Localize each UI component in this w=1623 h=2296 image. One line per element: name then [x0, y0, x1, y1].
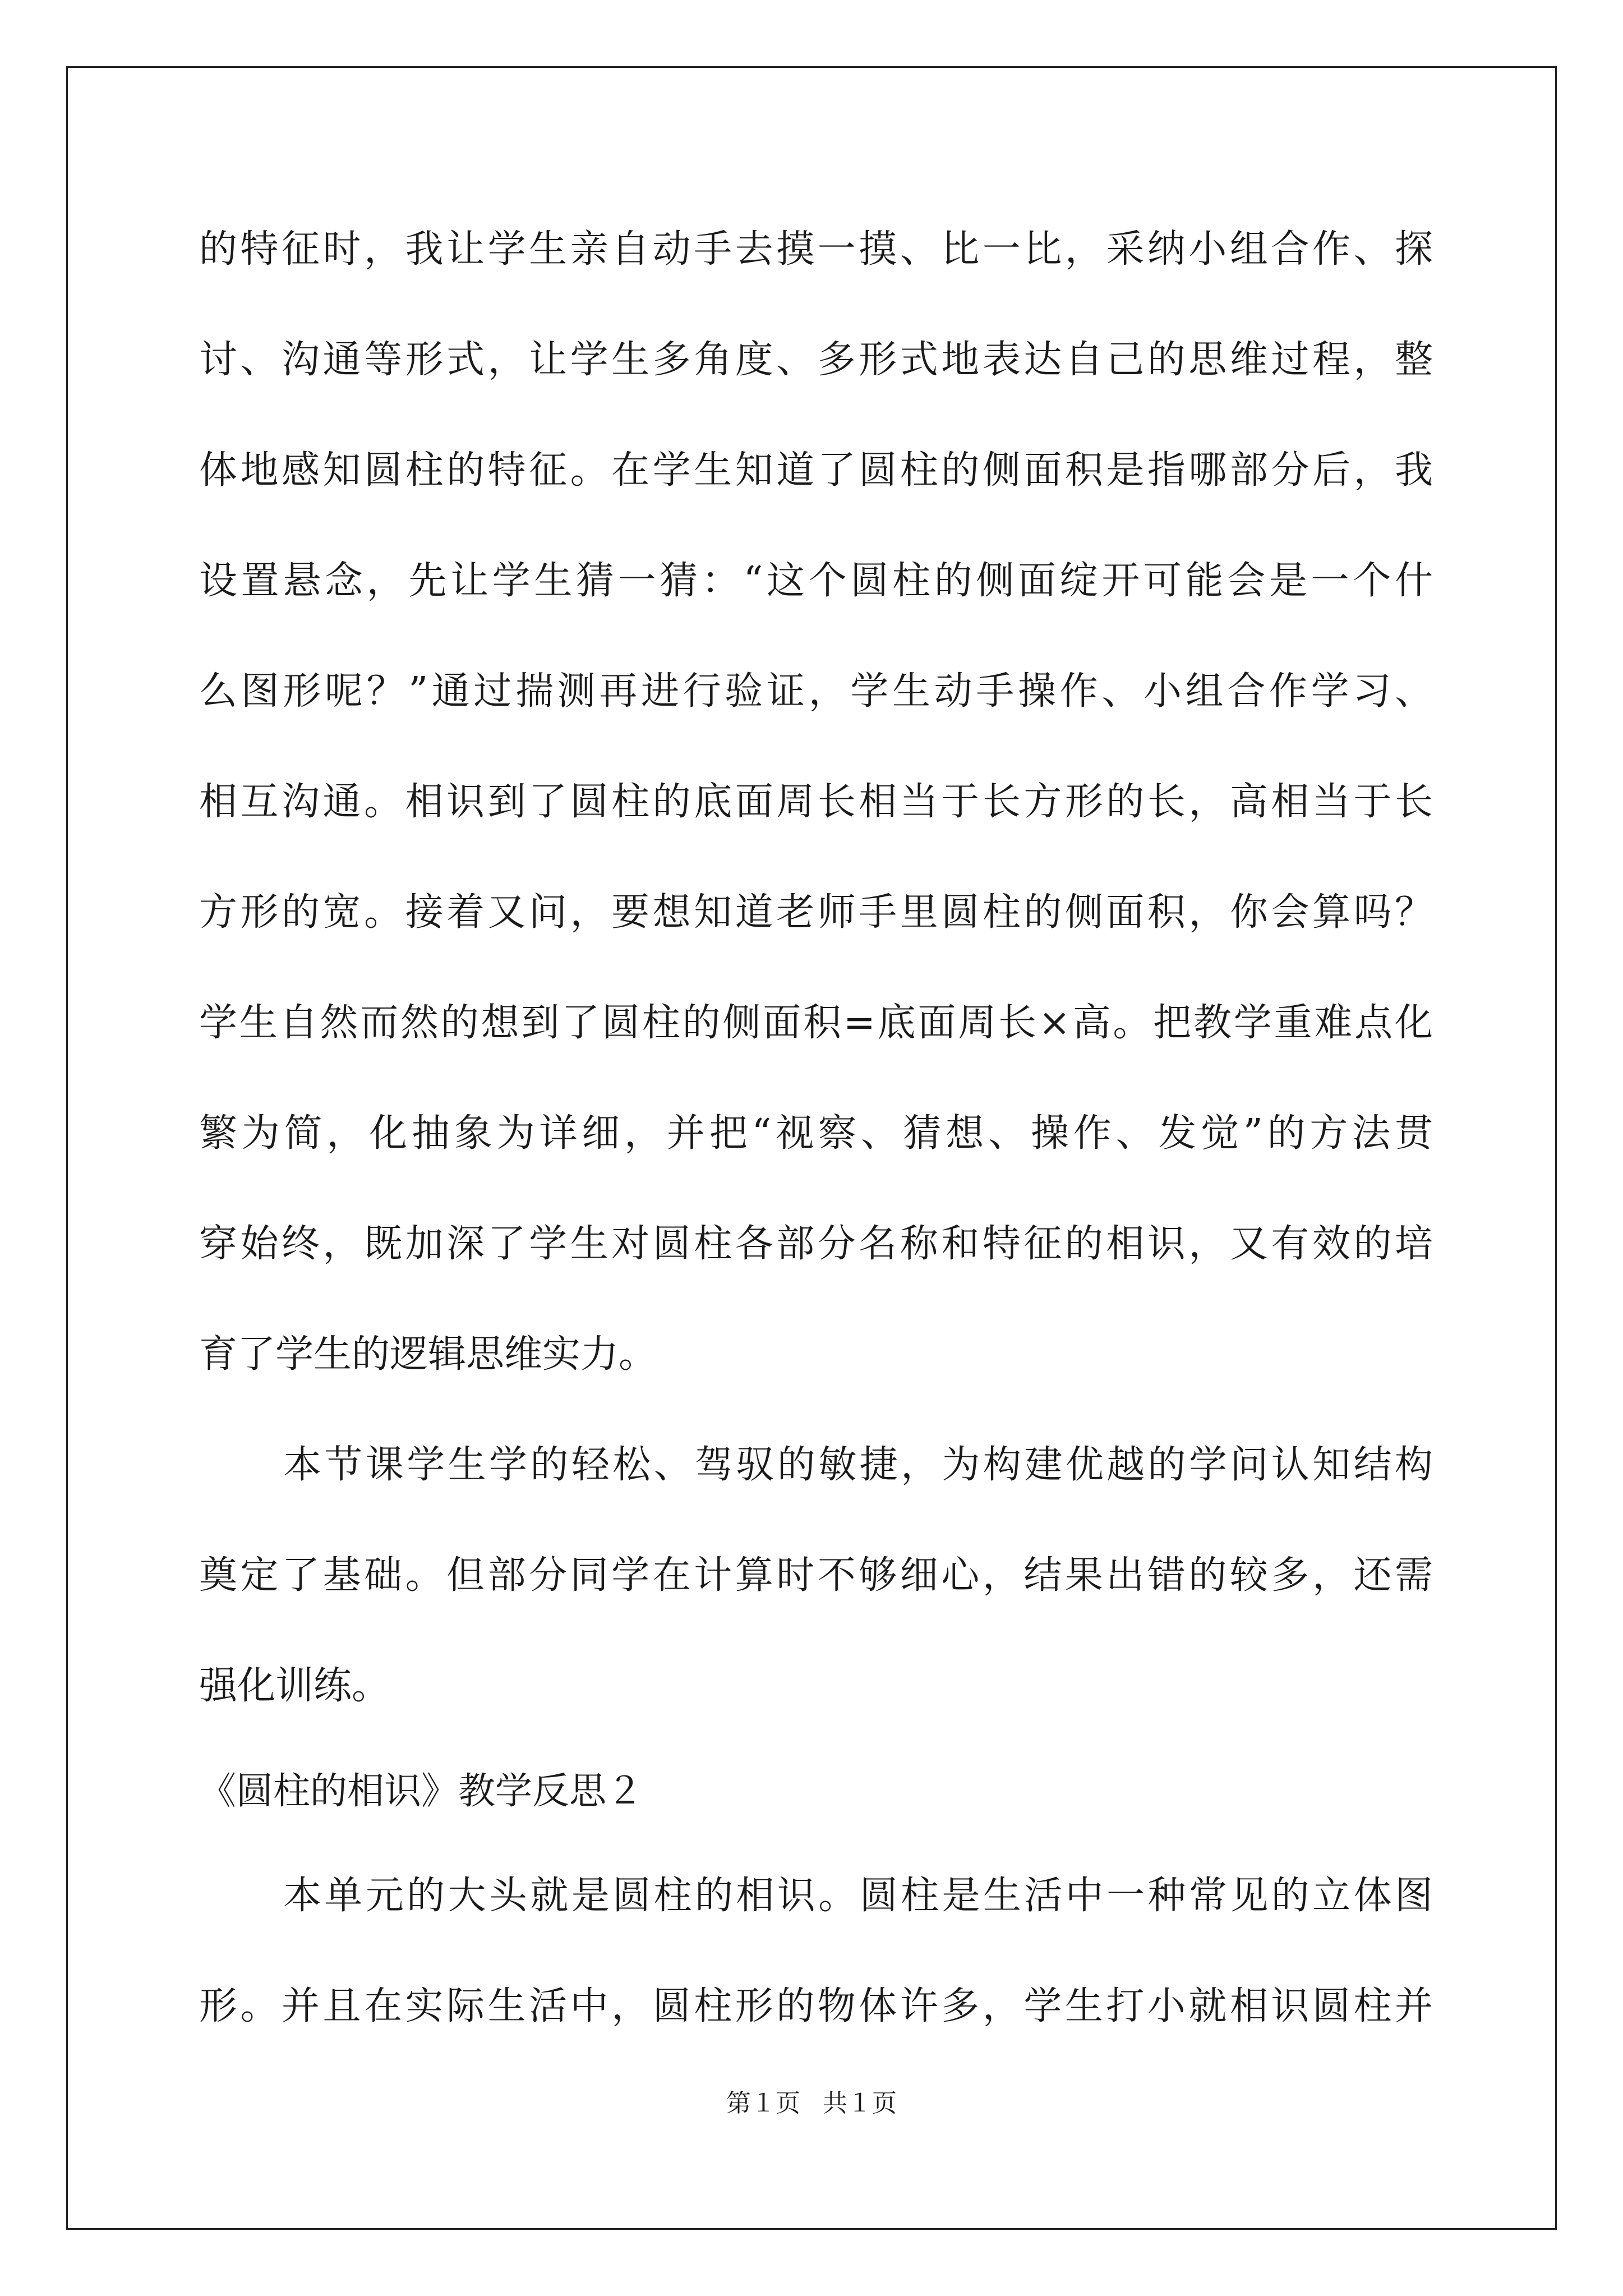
- body-line: 体地感知圆柱的特征。在学生知道了圆柱的侧面积是指哪部分后，我: [199, 448, 1433, 493]
- body-line: 奠定了基础。但部分同学在计算时不够细心，结果出错的较多，还需: [199, 1553, 1433, 1598]
- paragraph-first-line: 本节课学生学的轻松、驾驭的敏捷，为构建优越的学问认知结构: [283, 1443, 1433, 1487]
- body-line: 设置悬念，先让学生猜一猜：“这个圆柱的侧面绽开可能会是一个什: [199, 559, 1433, 603]
- page-total: 共１页: [823, 2089, 897, 2118]
- paragraph-first-line: 本单元的大头就是圆柱的相识。圆柱是生活中一种常见的立体图: [283, 1874, 1433, 1918]
- body-line: 讨、沟通等形式，让学生多角度、多形式地表达自己的思维过程，整: [199, 338, 1433, 382]
- body-line: 的特征时，我让学生亲自动手去摸一摸、比一比，采纳小组合作、探: [199, 227, 1433, 272]
- body-line: 相互沟通。相识到了圆柱的底面周长相当于长方形的长，高相当于长: [199, 780, 1433, 824]
- body-line: 学生自然而然的想到了圆柱的侧面积=底面周长×高。把教学重难点化: [199, 1001, 1433, 1045]
- body-line: 方形的宽。接着又问，要想知道老师手里圆柱的侧面积，你会算吗？: [199, 890, 1433, 935]
- page-footer: [0, 2087, 1623, 2120]
- body-line: 育了学生的逻辑思维实力。: [199, 1332, 657, 1377]
- body-line: 繁为简，化抽象为详细，并把“视察、猜想、操作、发觉”的方法贯: [199, 1111, 1433, 1156]
- body-line: 形。并且在实际生活中，圆柱形的物体许多，学生打小就相识圆柱并: [199, 1984, 1433, 2028]
- section-heading: 《圆柱的相识》教学反思２: [199, 1769, 643, 1812]
- body-line: 么图形呢？”通过揣测再进行验证，学生动手操作、小组合作学习、: [199, 669, 1433, 714]
- body-line: 穿始终，既加深了学生对圆柱各部分名称和特征的相识，又有效的培: [199, 1222, 1433, 1266]
- body-line: 强化训练。: [199, 1664, 390, 1708]
- page-number: 第１页: [726, 2089, 800, 2118]
